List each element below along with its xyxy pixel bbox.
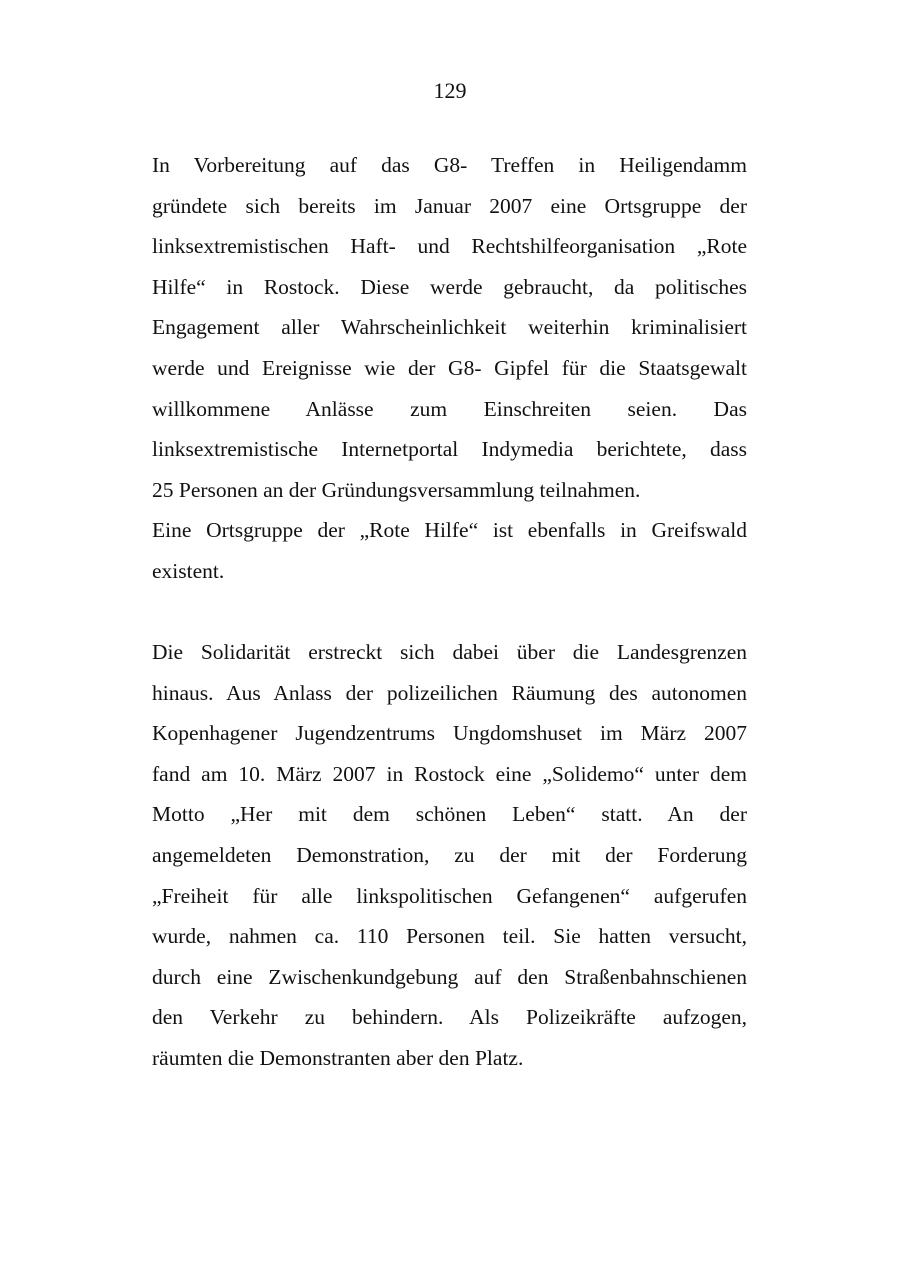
text-line: werde und Ereignisse wie der G8- Gipfel für die Staatsgewalt	[152, 355, 747, 380]
text-line: den Verkehr zu behindern. Als Polizeikräfte aufzogen,	[152, 1005, 747, 1030]
text-line: linksextremistische Internetportal Indymedia berichtete, dass	[152, 437, 747, 462]
text-line: räumten die Demonstranten aber den Platz.	[152, 1045, 524, 1070]
text-line: gründete sich bereits im Januar 2007 eine Ortsgruppe der	[152, 193, 747, 218]
paragraph-1	[152, 145, 747, 592]
text-line: Die Solidarität erstreckt sich dabei über die Landesgrenzen	[152, 640, 747, 664]
text-line: hinaus. Aus Anlass der polizeilichen Räumung des autonomen	[152, 680, 747, 705]
text-line: Engagement aller Wahrscheinlichkeit weiterhin kriminalisiert	[152, 315, 747, 340]
text-line: angemeldeten Demonstration, zu der mit der Forderung	[152, 842, 747, 867]
text-line: Eine Ortsgruppe der „Rote Hilfe“ ist ebenfalls in Greifswald	[152, 518, 747, 543]
text-line: wurde, nahmen ca. 110 Personen teil. Sie hatten versucht,	[152, 924, 747, 949]
text-line: In Vorbereitung auf das G8- Treffen in Heiligendamm	[152, 153, 747, 177]
text-line: 25 Personen an der Gründungsversammlung teilnahmen.	[152, 477, 641, 502]
text-line: durch eine Zwischenkundgebung auf den Straßenbahnschienen	[152, 964, 747, 989]
text-line: Kopenhagener Jugendzentrums Ungdomshuset im März 2007	[152, 721, 747, 746]
text-line: linksextremistischen Haft- und Rechtshilfeorganisation „Rote	[152, 234, 747, 259]
text-line: Hilfe“ in Rostock. Diese werde gebraucht, da politisches	[152, 274, 747, 299]
text-line: fand am 10. März 2007 in Rostock eine „Solidemo“ unter dem	[152, 761, 747, 786]
page-number: 129	[433, 78, 467, 103]
text-line: Motto „Her mit dem schönen Leben“ statt. An der	[152, 802, 747, 827]
text-line: willkommene Anlässe zum Einschreiten seien. Das	[152, 396, 747, 421]
text-line: existent.	[152, 558, 225, 583]
text-line: „Freiheit für alle linkspolitischen Gefangenen“ aufgerufen	[152, 883, 747, 908]
paragraph-2	[152, 632, 747, 1079]
